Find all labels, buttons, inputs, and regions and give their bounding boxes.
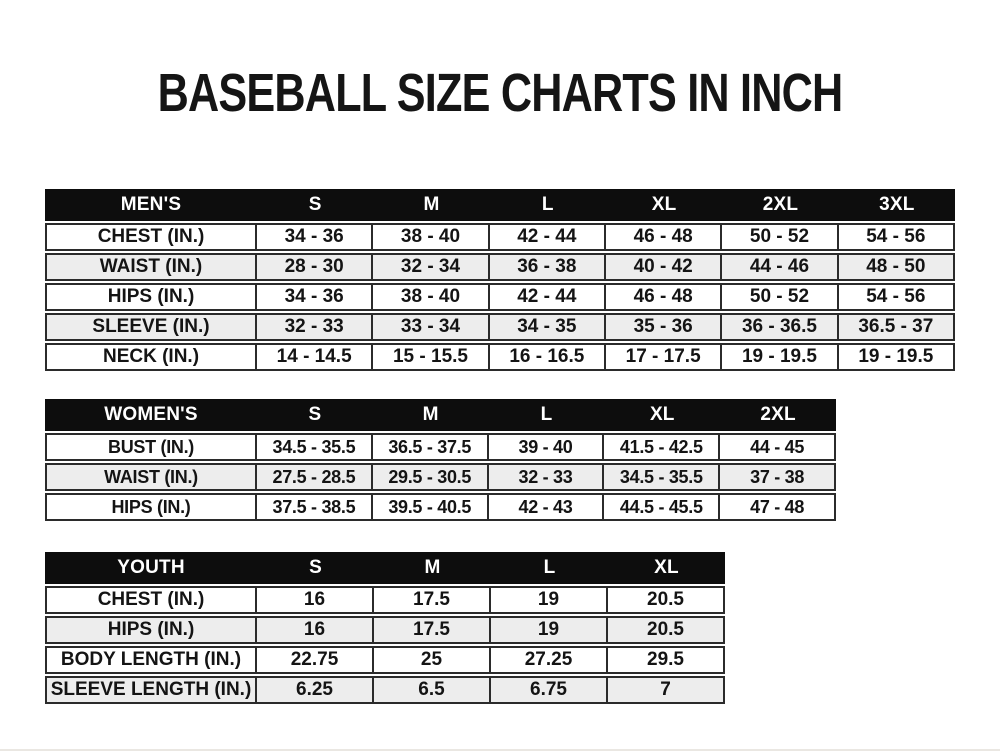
size-value-cell: 36 - 38 [490,253,606,281]
size-value-cell: 27.5 - 28.5 [257,463,373,491]
size-value-cell: 46 - 48 [606,283,722,311]
size-value-cell: 37 - 38 [720,463,836,491]
measurement-label: HIPS (IN.) [45,616,257,644]
size-value-cell: 33 - 34 [373,313,489,341]
size-value-cell: 15 - 15.5 [373,343,489,371]
size-value-cell: 32 - 33 [489,463,605,491]
size-column-header: L [489,399,605,431]
size-value-cell: 22.75 [257,646,374,674]
size-column-header: 2XL [720,399,836,431]
measurement-label: SLEEVE (IN.) [45,313,257,341]
womens-table [45,397,836,523]
size-value-cell: 50 - 52 [722,223,838,251]
size-value-cell: 36.5 - 37 [839,313,955,341]
measurement-label: CHEST (IN.) [45,223,257,251]
size-value-cell: 16 - 16.5 [490,343,606,371]
table-row [45,313,955,341]
size-value-cell: 47 - 48 [720,493,836,521]
size-value-cell: 37.5 - 38.5 [257,493,373,521]
size-value-cell: 35 - 36 [606,313,722,341]
youth-header-row [45,552,725,584]
table-row [45,646,725,674]
size-value-cell: 34 - 36 [257,283,373,311]
size-column-header: 3XL [839,189,955,221]
size-column-header: S [257,189,373,221]
youth-size-chart [45,552,725,706]
size-value-cell: 6.5 [374,676,491,704]
size-value-cell: 50 - 52 [722,283,838,311]
measurement-label: WAIST (IN.) [45,463,257,491]
size-value-cell: 14 - 14.5 [257,343,373,371]
size-value-cell: 38 - 40 [373,223,489,251]
size-value-cell: 27.25 [491,646,608,674]
mens-header-row [45,189,955,221]
size-value-cell: 19 - 19.5 [839,343,955,371]
size-value-cell: 7 [608,676,725,704]
mens-size-chart [45,189,955,373]
size-value-cell: 19 - 19.5 [722,343,838,371]
measurement-label: HIPS (IN.) [45,283,257,311]
table-row [45,253,955,281]
table-row [45,283,955,311]
size-column-header: L [491,552,608,584]
size-value-cell: 42 - 43 [489,493,605,521]
measurement-label: HIPS (IN.) [45,493,257,521]
table-title-cell: YOUTH [45,552,257,584]
size-value-cell: 41.5 - 42.5 [604,433,720,461]
size-value-cell: 20.5 [608,586,725,614]
size-value-cell: 32 - 34 [373,253,489,281]
size-value-cell: 19 [491,616,608,644]
table-row [45,343,955,371]
size-column-header: M [373,399,489,431]
size-column-header: L [490,189,606,221]
measurement-label: NECK (IN.) [45,343,257,371]
size-value-cell: 38 - 40 [373,283,489,311]
size-value-cell: 54 - 56 [839,283,955,311]
size-value-cell: 36.5 - 37.5 [373,433,489,461]
size-value-cell: 34.5 - 35.5 [604,463,720,491]
table-row [45,586,725,614]
size-value-cell: 40 - 42 [606,253,722,281]
size-value-cell: 39.5 - 40.5 [373,493,489,521]
size-value-cell: 48 - 50 [839,253,955,281]
size-column-header: XL [608,552,725,584]
size-column-header: S [257,552,374,584]
size-value-cell: 34 - 35 [490,313,606,341]
measurement-label: CHEST (IN.) [45,586,257,614]
size-column-header: 2XL [722,189,838,221]
size-column-header: XL [606,189,722,221]
size-column-header: M [374,552,491,584]
table-row [45,676,725,704]
youth-table [45,550,725,706]
size-value-cell: 44 - 45 [720,433,836,461]
size-value-cell: 42 - 44 [490,223,606,251]
size-value-cell: 46 - 48 [606,223,722,251]
size-value-cell: 20.5 [608,616,725,644]
mens-table [45,187,955,373]
table-row [45,223,955,251]
size-value-cell: 6.75 [491,676,608,704]
size-value-cell: 42 - 44 [490,283,606,311]
size-column-header: XL [604,399,720,431]
size-value-cell: 16 [257,586,374,614]
size-value-cell: 6.25 [257,676,374,704]
size-value-cell: 17.5 [374,586,491,614]
womens-size-chart [45,399,836,523]
size-value-cell: 44.5 - 45.5 [604,493,720,521]
size-value-cell: 44 - 46 [722,253,838,281]
size-value-cell: 17 - 17.5 [606,343,722,371]
table-title-cell: WOMEN'S [45,399,257,431]
size-value-cell: 29.5 - 30.5 [373,463,489,491]
measurement-label: BODY LENGTH (IN.) [45,646,257,674]
bottom-edge-line [0,749,1000,751]
table-row [45,493,836,521]
measurement-label: WAIST (IN.) [45,253,257,281]
size-value-cell: 25 [374,646,491,674]
size-value-cell: 39 - 40 [489,433,605,461]
measurement-label: BUST (IN.) [45,433,257,461]
size-value-cell: 32 - 33 [257,313,373,341]
page-title: BASEBALL SIZE CHARTS IN INCH [157,63,843,123]
size-value-cell: 17.5 [374,616,491,644]
table-row [45,463,836,491]
size-value-cell: 36 - 36.5 [722,313,838,341]
table-row [45,433,836,461]
table-title-cell: MEN'S [45,189,257,221]
size-value-cell: 34.5 - 35.5 [257,433,373,461]
size-value-cell: 16 [257,616,374,644]
table-row [45,616,725,644]
size-column-header: S [257,399,373,431]
size-value-cell: 34 - 36 [257,223,373,251]
size-value-cell: 29.5 [608,646,725,674]
size-value-cell: 28 - 30 [257,253,373,281]
size-column-header: M [373,189,489,221]
size-value-cell: 54 - 56 [839,223,955,251]
womens-header-row [45,399,836,431]
measurement-label: SLEEVE LENGTH (IN.) [45,676,257,704]
size-value-cell: 19 [491,586,608,614]
